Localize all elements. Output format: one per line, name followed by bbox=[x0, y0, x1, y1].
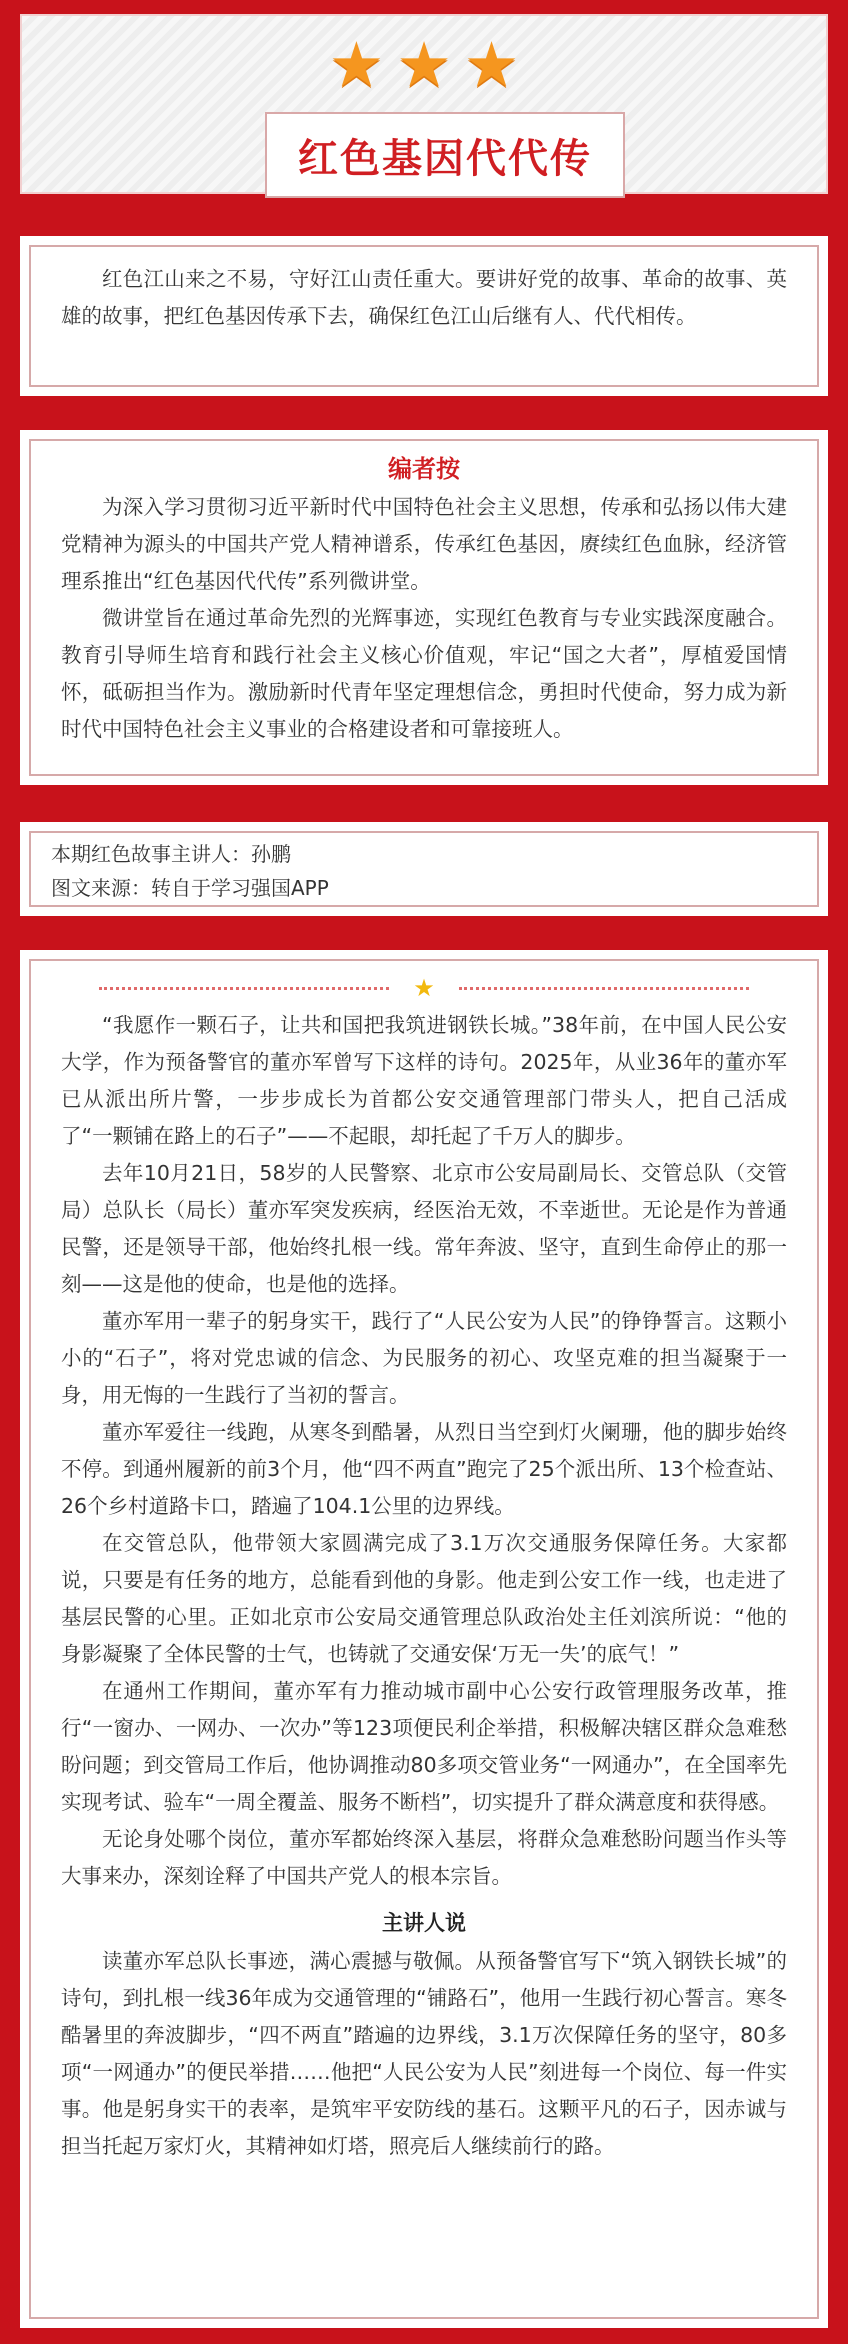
editor-note-heading: 编者按 bbox=[388, 455, 460, 483]
story-paragraph: 无论身处哪个岗位，董亦军都始终深入基层，将群众急难愁盼问题当作头等大事来办，深刻诠释了中国共产党人的根本宗旨。 bbox=[61, 1827, 787, 1888]
story-paragraph: 在通州工作期间，董亦军有力推动城市副中心公安行政管理服务改革，推行“一窗办、一网办、一次办”等123项便民利企举措，积极解决辖区群众急难愁盼问题；到交管局工作后，他协调推动80多项交管业务“一网通办”，在全国率先实现考试、验车“一周全覆盖、服务不断档”，切实提升了群众满意度和获得感。 bbox=[61, 1679, 787, 1814]
title-box bbox=[265, 112, 625, 198]
editor-note-paragraph: 为深入学习贯彻习近平新时代中国特色社会主义思想，传承和弘扬以伟大建党精神为源头的中国共产党人精神谱系，传承红色基因，赓续红色血脉，经济管理系推出“红色基因代代传”系列微讲堂。 bbox=[61, 495, 787, 593]
intro-card bbox=[20, 236, 828, 396]
section-divider bbox=[61, 973, 787, 1003]
intro-text: 红色江山来之不易，守好江山责任重大。要讲好党的故事、革命的故事、英雄的故事，把红色基因传承下去，确保红色江山后继有人、代代相传。 bbox=[61, 267, 787, 328]
story-card bbox=[20, 950, 828, 2328]
speaker-line: 本期红色故事主讲人：孙鹏 bbox=[51, 842, 291, 866]
editor-note-paragraph: 微讲堂旨在通过革命先烈的光辉事迹，实现红色教育与专业实践深度融合。教育引导师生培育和践行社会主义核心价值观，牢记“国之大者”，厚植爱国情怀，砥砺担当作为。激励新时代青年坚定理想信念，勇担时代使命，努力成为新时代中国特色社会主义事业的合格建设者和可靠接班人。 bbox=[61, 606, 787, 741]
page-title: 红色基因代代传 bbox=[298, 135, 592, 182]
stars-row bbox=[22, 30, 826, 100]
story-paragraph: “我愿作一颗石子，让共和国把我筑进钢铁长城。”38年前，在中国人民公安大学，作为预备警官的董亦军曾写下这样的诗句。2025年，从业36年的董亦军已从派出所片警，一步步成长为首都公安交通管理部门带头人，把自己活成了“一颗铺在路上的石子”——不起眼，却托起了千万人的脚步。 bbox=[61, 1013, 787, 1148]
dotted-line bbox=[459, 987, 749, 990]
source-line: 图文来源：转自于学习强国APP bbox=[51, 876, 329, 900]
story-paragraph: 董亦军爱往一线跑，从寒冬到酷暑，从烈日当空到灯火阑珊，他的脚步始终不停。到通州履新的前3个月，他“四不两直”跑完了25个派出所、13个检查站、26个乡村道路卡口，踏遍了104.1公里的边界线。 bbox=[61, 1420, 787, 1518]
star-icon: ★ bbox=[328, 28, 385, 101]
star-icon: ★ bbox=[413, 974, 435, 1002]
story-paragraph: 去年10月21日，58岁的人民警察、北京市公安局副局长、交管总队（交管局）总队长（局长）董亦军突发疾病，经医治无效，不幸逝世。无论是作为普通民警，还是领导干部，他始终扎根一线。常年奔波、坚守，直到生命停止的那一刻——这是他的使命，也是他的选择。 bbox=[61, 1161, 787, 1296]
speaker-heading: 主讲人说 bbox=[382, 1911, 466, 1935]
star-icon: ★ bbox=[463, 28, 520, 101]
info-card bbox=[20, 822, 828, 916]
header-banner bbox=[20, 14, 828, 194]
story-paragraph: 在交管总队，他带领大家圆满完成了3.1万次交通服务保障任务。大家都说，只要是有任务的地方，总能看到他的身影。他走到公安工作一线，也走进了基层民警的心里。正如北京市公安局交通管理总队政治处主任刘滨所说：“他的身影凝聚了全体民警的士气，也铸就了交通安保‘万无一失’的底气！” bbox=[61, 1531, 787, 1666]
story-paragraph: 董亦军用一辈子的躬身实干，践行了“人民公安为人民”的铮铮誓言。这颗小小的“石子”，将对党忠诚的信念、为民服务的初心、攻坚克难的担当凝聚于一身，用无悔的一生践行了当初的誓言。 bbox=[61, 1309, 787, 1407]
editor-note-card bbox=[20, 430, 828, 785]
star-icon: ★ bbox=[396, 28, 452, 101]
dotted-line bbox=[99, 987, 389, 990]
speaker-paragraph: 读董亦军总队长事迹，满心震撼与敬佩。从预备警官写下“筑入钢铁长城”的诗句，到扎根一线36年成为交通管理的“铺路石”，他用一生践行初心誓言。寒冬酷暑里的奔波脚步，“四不两直”踏遍的边界线，3.1万次保障任务的坚守，80多项“一网通办”的便民举措……他把“人民公安为人民”刻进每一个岗位、每一件实事。他是躬身实干的表率，是筑牢平安防线的基石。这颗平凡的石子，因赤诚与担当托起万家灯火，其精神如灯塔，照亮后人继续前行的路。 bbox=[61, 1949, 787, 2158]
